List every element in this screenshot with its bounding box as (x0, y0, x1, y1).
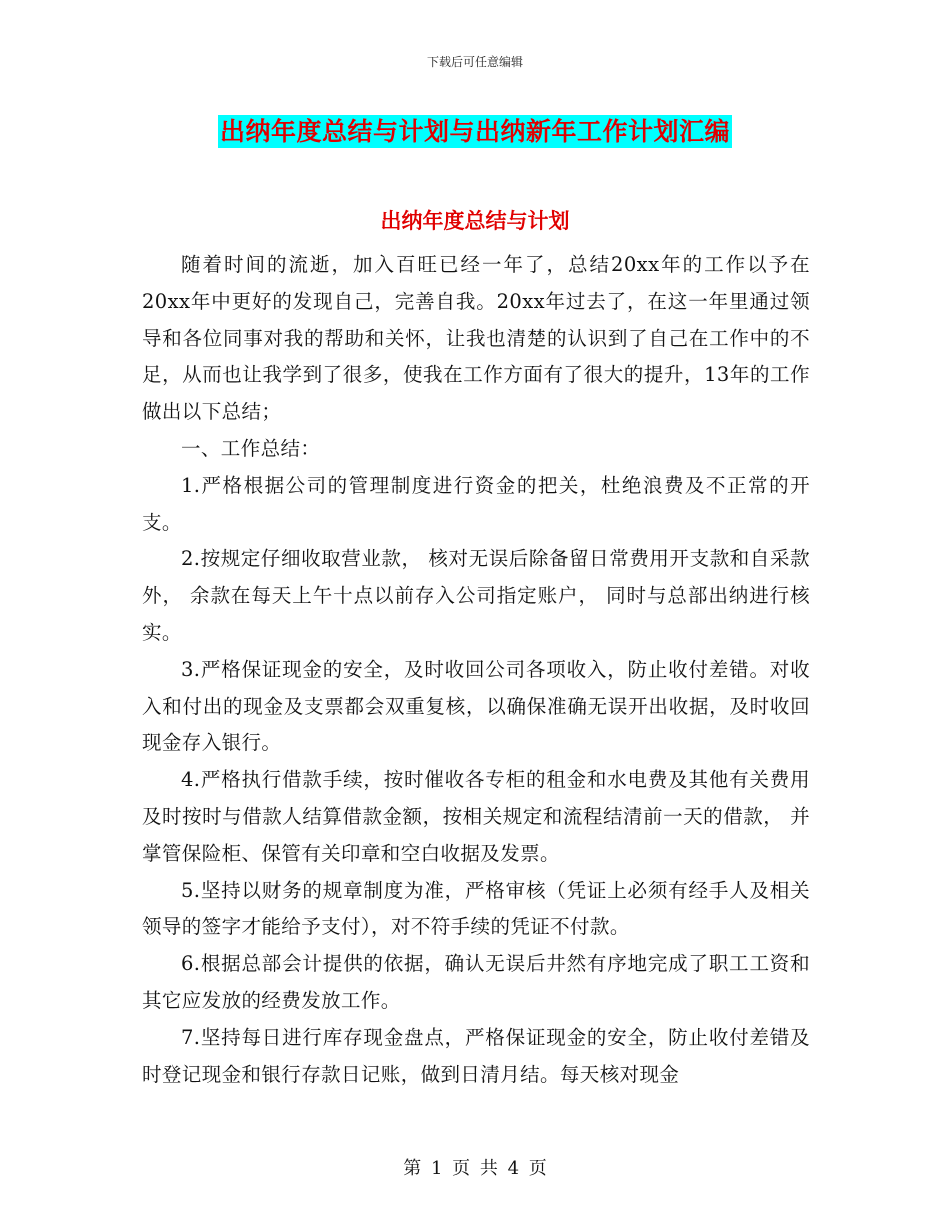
paragraph-item-6: 6.根据总部会计提供的依据，确认无误后井然有序地完成了职工工资和其它应发放的经费发放工作。 (142, 952, 810, 1012)
document-title (0, 112, 950, 148)
document-title-text: 出纳年度总结与计划与出纳新年工作计划汇编 (219, 117, 730, 146)
paragraph-item-3: 3.严格保证现金的安全，及时收回公司各项收入，防止收付差错。对收入和付出的现金及支票都会双重复核，以确保准确无误开出收据，及时收回现金存入银行。 (142, 657, 810, 755)
paragraph-item-2: 2.按规定仔细收取营业款， 核对无误后除备留日常费用开支款和自采款外， 余款在每天上午十点以前存入公司指定账户， 同时与总部出纳进行核实。 (142, 547, 810, 644)
paragraph-item-4: 4.严格执行借款手续，按时催收各专柜的租金和水电费及其他有关费用及时按时与借款人结算借款金额，按相关规定和流程结清前一天的借款， 并掌管保险柜、保管有关印章和空白收据及发票。 (142, 768, 810, 865)
paragraph-item-1: 1.严格根据公司的管理制度进行资金的把关，杜绝浪费及不正常的开支。 (142, 473, 810, 534)
page-header-note: 下载后可任意编辑 (426, 55, 523, 69)
paragraph-heading: 一、工作总结： (181, 436, 321, 460)
body-text (142, 247, 810, 1093)
paragraph-item-5: 5.坚持以财务的规章制度为准，严格审核（凭证上必须有经手人及相关领导的签字才能给予支付），对不符手续的凭证不付款。 (142, 878, 810, 939)
paragraph-intro: 随着时间的流逝，加入百旺已经一年了，总结20xx年的工作以予在20xx年中更好的发现自己，完善自我。20xx年过去了，在这一年里通过领导和各位同事对我的帮助和关怀，让我也清楚的认识到了自己在工作中的不足，从而也让我学到了很多，使我在工作方面有了很大的提升，13年的工作做出以下总结； (142, 253, 810, 424)
page-footer: 第 1 页 共 4 页 (403, 1158, 547, 1179)
paragraph-item-7: 7.坚持每日进行库存现金盘点，严格保证现金的安全，防止收付差错及时登记现金和银行存款日记账，做到日清月结。每天核对现金 (142, 1025, 810, 1086)
section-title: 出纳年度总结与计划 (380, 209, 570, 233)
